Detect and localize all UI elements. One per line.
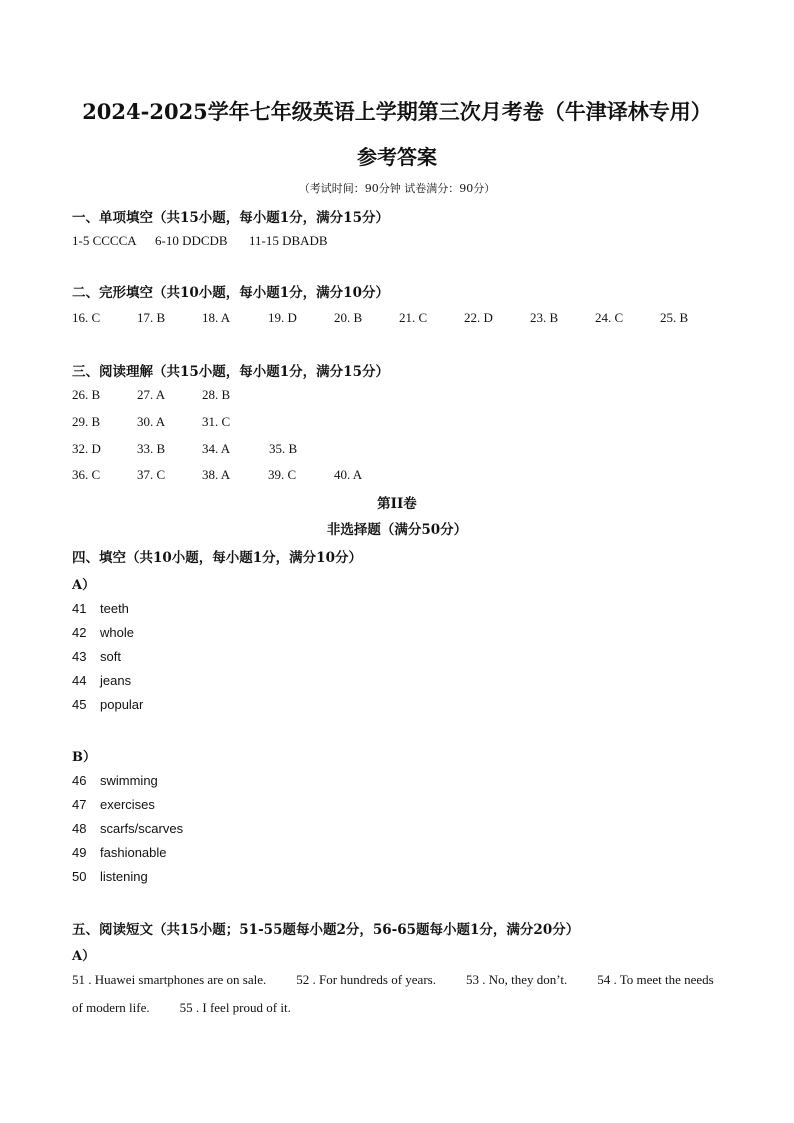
section-3-row bbox=[72, 387, 230, 403]
item-answer: scarfs/scarves bbox=[100, 821, 184, 836]
fill-in-item bbox=[72, 869, 148, 884]
answer: 33. B bbox=[137, 441, 166, 456]
fill-in-item bbox=[72, 845, 167, 860]
item-answer: soft bbox=[100, 649, 121, 664]
section-1-heading: 一、单项填空（共15小题，每小题1分，满分15分） bbox=[72, 210, 389, 226]
answer: 37. C bbox=[137, 467, 166, 482]
item-answer: swimming bbox=[100, 773, 158, 788]
item-answer: fashionable bbox=[100, 845, 167, 860]
item-number: 47 bbox=[72, 797, 87, 812]
short-answer: 52 . For hundreds of years. bbox=[296, 972, 436, 987]
section-3-row bbox=[72, 467, 362, 483]
item-number: 45 bbox=[72, 697, 87, 712]
answer: 20. B bbox=[334, 310, 363, 325]
item-answer: teeth bbox=[100, 601, 129, 616]
answer-group: 11-15 DBADB bbox=[249, 233, 328, 248]
answer: 28. B bbox=[202, 387, 231, 402]
answer: 18. A bbox=[202, 310, 231, 325]
item-answer: popular bbox=[100, 697, 144, 712]
section-1-answers bbox=[72, 233, 328, 249]
short-answer: 53 . No, they don’t. bbox=[465, 972, 568, 987]
item-answer: jeans bbox=[100, 673, 132, 688]
answer: 22. D bbox=[464, 310, 493, 325]
item-number: 44 bbox=[72, 673, 87, 688]
answer: 38. A bbox=[202, 467, 231, 482]
answer: 34. A bbox=[202, 441, 231, 456]
item-number: 49 bbox=[72, 845, 87, 860]
answer: 39. C bbox=[268, 467, 297, 482]
answer: 35. B bbox=[269, 441, 298, 456]
fill-in-item bbox=[72, 649, 121, 664]
section-3-heading: 三、阅读理解（共15小题，每小题1分，满分15分） bbox=[72, 364, 389, 380]
item-number: 50 bbox=[72, 869, 87, 884]
answer: 19. D bbox=[268, 310, 297, 325]
section-2-heading: 二、完形填空（共10小题，每小题1分，满分10分） bbox=[72, 285, 389, 301]
item-number: 43 bbox=[72, 649, 87, 664]
part-2-label: 第II卷 bbox=[377, 496, 417, 512]
item-number: 46 bbox=[72, 773, 87, 788]
answer: 25. B bbox=[660, 310, 689, 325]
answer: 40. A bbox=[334, 467, 363, 482]
section-5-heading: 五、阅读短文（共15小题；51-55题每小题2分，56-65题每小题1分，满分20分） bbox=[72, 922, 580, 938]
answer: 29. B bbox=[72, 414, 101, 429]
fill-in-item bbox=[72, 821, 183, 836]
section-3-row bbox=[72, 414, 230, 430]
item-number: 48 bbox=[72, 821, 87, 836]
item-number: 41 bbox=[72, 601, 87, 616]
section-3-row bbox=[72, 441, 297, 457]
section-5-answers bbox=[72, 966, 724, 1022]
answer: 24. C bbox=[595, 310, 624, 325]
section-4-heading: 四、填空（共10小题，每小题1分，满分10分） bbox=[72, 550, 362, 566]
item-answer: whole bbox=[100, 625, 134, 640]
answer: 32. D bbox=[72, 441, 101, 456]
answer-group: 1-5 CCCCA bbox=[72, 233, 137, 248]
group-a-label: A） bbox=[72, 949, 96, 964]
answer-group: 6-10 DDCDB bbox=[155, 233, 228, 248]
fill-in-item bbox=[72, 601, 129, 616]
page-subtitle: 参考答案 bbox=[357, 145, 437, 169]
fill-in-item bbox=[72, 625, 134, 640]
answer: 26. B bbox=[72, 387, 101, 402]
item-number: 42 bbox=[72, 625, 87, 640]
short-answer: 54 . To meet the needs of modern life. bbox=[72, 972, 714, 1015]
page-title: 2024-2025学年七年级英语上学期第三次月考卷（牛津译林专用） bbox=[82, 99, 712, 124]
fill-in-item bbox=[72, 673, 131, 688]
item-answer: exercises bbox=[100, 797, 155, 812]
answer: 16. C bbox=[72, 310, 101, 325]
group-b-label: B） bbox=[72, 750, 96, 765]
answer: 30. A bbox=[137, 414, 166, 429]
fill-in-item bbox=[72, 773, 158, 788]
answer: 31. C bbox=[202, 414, 231, 429]
item-answer: listening bbox=[100, 869, 148, 884]
answer: 27. A bbox=[137, 387, 166, 402]
answer: 36. C bbox=[72, 467, 101, 482]
section-2-answers bbox=[72, 310, 688, 326]
answer: 21. C bbox=[399, 310, 428, 325]
fill-in-item bbox=[72, 797, 155, 812]
answer: 23. B bbox=[530, 310, 559, 325]
group-a-label: A） bbox=[72, 578, 96, 593]
part-2-sublabel: 非选择题（满分50分） bbox=[326, 522, 468, 538]
exam-info: （考试时间：90分钟 试卷满分：90分） bbox=[298, 182, 496, 195]
short-answer: 51 . Huawei smartphones are on sale. bbox=[72, 972, 267, 987]
short-answer: 55 . I feel proud of it. bbox=[179, 1000, 291, 1015]
fill-in-item bbox=[72, 697, 143, 712]
answer: 17. B bbox=[137, 310, 166, 325]
